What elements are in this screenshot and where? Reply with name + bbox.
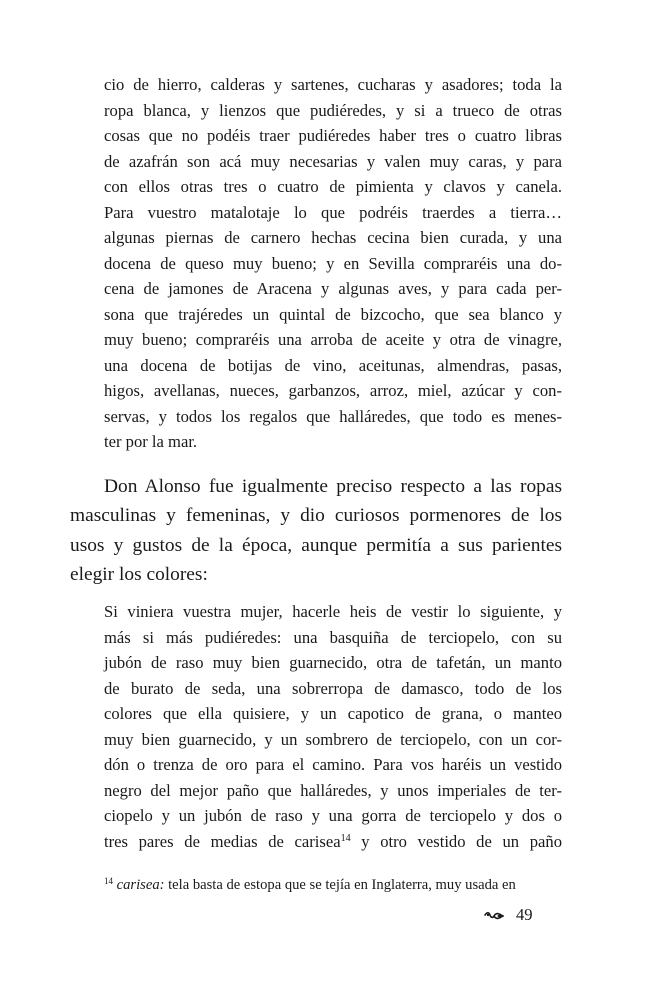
footnote-text: tela basta de estopa que se tejía en Inglaterra, muy usada en (164, 877, 516, 893)
quote-line: sona que trajéredes un quintal de bizcocho, que sea blanco y (104, 304, 562, 324)
quote-line: servas, y todos los regalos que halláredes, que todo es menes- (104, 406, 562, 426)
quote-line: higos, avellanas, nueces, garbanzos, arroz, miel, azúcar y con- (104, 381, 562, 400)
quote-line: más si más pudiéredes: una basquiña de terciopelo, con su (104, 627, 562, 647)
quote-line: ter por la mar. (104, 432, 198, 451)
quote-line: de azafrán son acá muy necesarias y valen muy caras, y para (104, 151, 562, 171)
footnote-reference: 14 (340, 832, 351, 844)
quote-line: Para vuestro matalotaje lo que podréis traerdes a tierra… (104, 202, 562, 222)
quote-line: jubón de raso muy bien guarnecido, otra de tafetán, un manto (104, 653, 562, 672)
quote-line: muy bien guarnecido, y un sombrero de terciopelo, con un cor- (104, 729, 562, 749)
quote-line: colores que ella quisiere, y un capotico de grana, o manteo (104, 704, 562, 723)
quote-line: cosas que no podéis traer pudiéredes haber tres o cuatro libras (104, 126, 562, 145)
quote-line: una docena de botijas de vino, aceitunas, almendras, pasas, (104, 355, 562, 375)
footnote (104, 876, 564, 894)
quote-line-text: y otro vestido de un paño (350, 831, 562, 851)
footnote-number: 14 (104, 876, 113, 886)
quote-line: con ellos otras tres o cuatro de pimienta y clavos y canela. (104, 177, 562, 196)
footnote-term: carisea: (116, 877, 165, 893)
quote-line: cena de jamones de Aracena y algunas aves, y para cada per- (104, 279, 562, 298)
block-quote-provisions (104, 72, 562, 455)
quote-line: docena de queso muy bueno; y en Sevilla compraréis una do- (104, 253, 562, 273)
paragraph-line: Don Alonso fue igualmente preciso respecto a las ropas (104, 476, 562, 497)
quote-line: ropa blanca, y lienzos que pudiéredes, y si a trueco de otras (104, 100, 562, 120)
quote-line: algunas piernas de carnero hechas cecina bien curada, y una (104, 228, 562, 247)
fleuron-icon (484, 910, 504, 922)
quote-line: ciopelo y un jubón de raso y una gorra de terciopelo y dos o (104, 806, 562, 825)
paragraph-line: usos y gustos de la época, aunque permitía a sus parientes (70, 534, 562, 556)
quote-line: muy bueno; compraréis una arroba de aceite y otra de vinagre, (104, 330, 562, 349)
block-quote-clothing (104, 599, 562, 854)
paragraph-line: masculinas y femeninas, y dio curiosos pormenores de los (70, 505, 562, 527)
quote-line: negro del mejor paño que halláredes, y unos imperiales de ter- (104, 780, 562, 800)
quote-line: Si viniera vuestra mujer, hacerle heis de vestir lo siguiente, y (104, 602, 562, 621)
quote-line: dón o trenza de oro para el camino. Para vos haréis un vestido (104, 755, 562, 774)
quote-line: cio de hierro, calderas y sartenes, cucharas y asadores; toda la (104, 75, 562, 94)
quote-line: de burato de seda, una sobrerropa de damasco, todo de los (104, 678, 562, 698)
quote-line-with-footnote (104, 829, 562, 855)
paragraph-line: elegir los colores: (70, 563, 208, 585)
quote-line-text: tres pares de medias de carisea (104, 831, 341, 851)
page-footer (484, 903, 564, 927)
page-number: 49 (516, 905, 533, 924)
body-paragraph (70, 472, 562, 589)
